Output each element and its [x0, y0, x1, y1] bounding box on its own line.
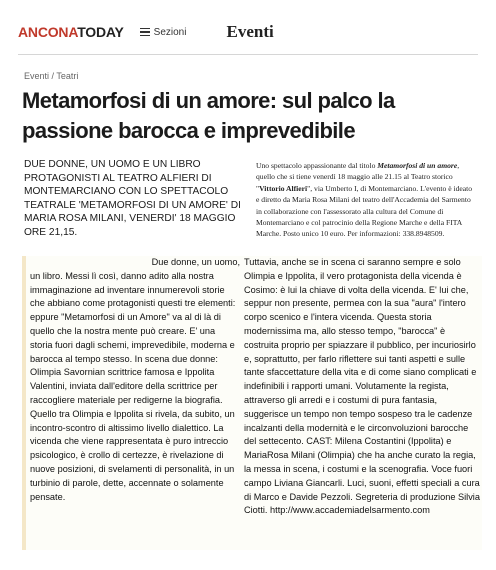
section-title[interactable]: Eventi	[226, 22, 274, 41]
site-logo[interactable]	[18, 24, 124, 40]
clipping-right-text: Tuttavia, anche se in scena ci saranno sempre e solo Olimpia e Ippolita, il vero protagonista della vicenda è Cosimo: è lui la chiave di volta della vicenda. E' lui che, seppur non presente, permea con la sua "aura" l'intero corpo scenico e l'intera vicenda. Questa storia modernissima ma, allo stesso tempo, "barocca" è costruita proprio per spiazzare il pubblico, per incuriosirlo e, soprattutto, per farlo riflettere sui tanti aspetti e sulle tante sfaccettature della vita e di come siano complicati e indefinibili i rapporti umani. Volutamente la regista, attraverso gli arredi e i costumi di pura fantasia, suggerisce un tempo non tempo sospeso tra le cadenze incalzanti della modernità e le circonvoluzioni barocche del settecento. CAST: Milena Costantini (Ippolita) e MariaRosa Milani (Olimpia) che ha anche curato la regia, la messa in scena, i costumi e la scenografia. Voce fuori campo Liviana Giancarli. Luci, suoni, effetti speciali a cura di Marco e Davide Pezzoli. Segreteria di produzione Silvia Ciotti. http://www.accademiadelsarmento.com	[244, 257, 480, 516]
clipping-opening: Due donne, un uomo,	[151, 257, 240, 267]
headline-line-1: Metamorfosi di un amore: sul palco la	[22, 88, 395, 113]
intro-text-1: Uno spettacolo appassionante dal titolo	[256, 161, 378, 170]
intro-theatre-name: Vittorio Alfieri	[259, 183, 308, 193]
clipping-column-left	[30, 256, 240, 504]
clipping-left-text: un libro. Messi lì così, danno adito alla nostra immaginazione ad inventare innumerevoli storie che abbiano come protagonisti questi tre elementi: eppure "Metamorfosi di un Amore" va al di là di quello che la nostra mente può creare. E' una storia fuori dagli schemi, imprevedibile, moderna e barocca al tempo stesso. In scena due donne: Olimpia Savornian scrittrice famosa e Ippolita Valentini, inviata dall'editore della scrittrice per raccogliere materiale per redigerne la biografia. Quello tra Olimpia e Ippolita si rivela, da subito, un incontro-scontro di altissimo livello dialettico. La vicenda che viene rappresentata è puro intreccio psicologico, è crollo di certezze, è rivelazione di nuove posizioni, di svelamenti di personalità, in un turbinio di parole, dette, accennate o solamente pensate.	[30, 270, 236, 502]
article-headline	[22, 86, 472, 146]
clipping-column-right	[244, 256, 480, 518]
clipping-edge	[22, 256, 26, 550]
breadcrumb[interactable]: Eventi / Teatri	[24, 71, 79, 81]
intro-text-3: ", via Umberto I, di Montemarciano. L'evento è ideato e diretto da Maria Rosa Milani del teatro dell'Accademia del Sarmento in collaborazione con l'assessorato alla cultura del Comune di Montemarciano e col patrocinio della Regione Marche e della FITA Marche. Posto unico 10 euro. Per informazioni: 338.8948509.	[256, 183, 473, 239]
article-lead: DUE DONNE, UN UOMO E UN LIBRO PROTAGONISTI AL TEATRO ALFIERI DI MONTEMARCIANO CON LO SPETTACOLO TEATRALE 'METAMORFOSI DI UN AMORE' DI MARIA ROSA MILANI, VENERDI' 18 MAGGIO ORE 21,15.	[24, 159, 241, 238]
sections-menu-label: Sezioni	[153, 26, 187, 38]
intro-text-2: , quello che si tiene venerdì 18 maggio alle 21.15 al Teatro storico "	[256, 161, 460, 193]
logo-ancona: ANCONA	[18, 24, 78, 40]
hamburger-icon	[140, 26, 150, 39]
headline-line-2: passione barocca e imprevedibile	[22, 118, 355, 143]
article-intro	[256, 160, 474, 240]
logo-today: TODAY	[77, 24, 124, 40]
site-header	[18, 14, 478, 50]
header-divider	[18, 54, 478, 55]
intro-show-title: Metamorfosi di un amore	[377, 161, 458, 170]
newspaper-clipping	[22, 256, 482, 550]
sections-menu-button[interactable]	[140, 26, 187, 39]
